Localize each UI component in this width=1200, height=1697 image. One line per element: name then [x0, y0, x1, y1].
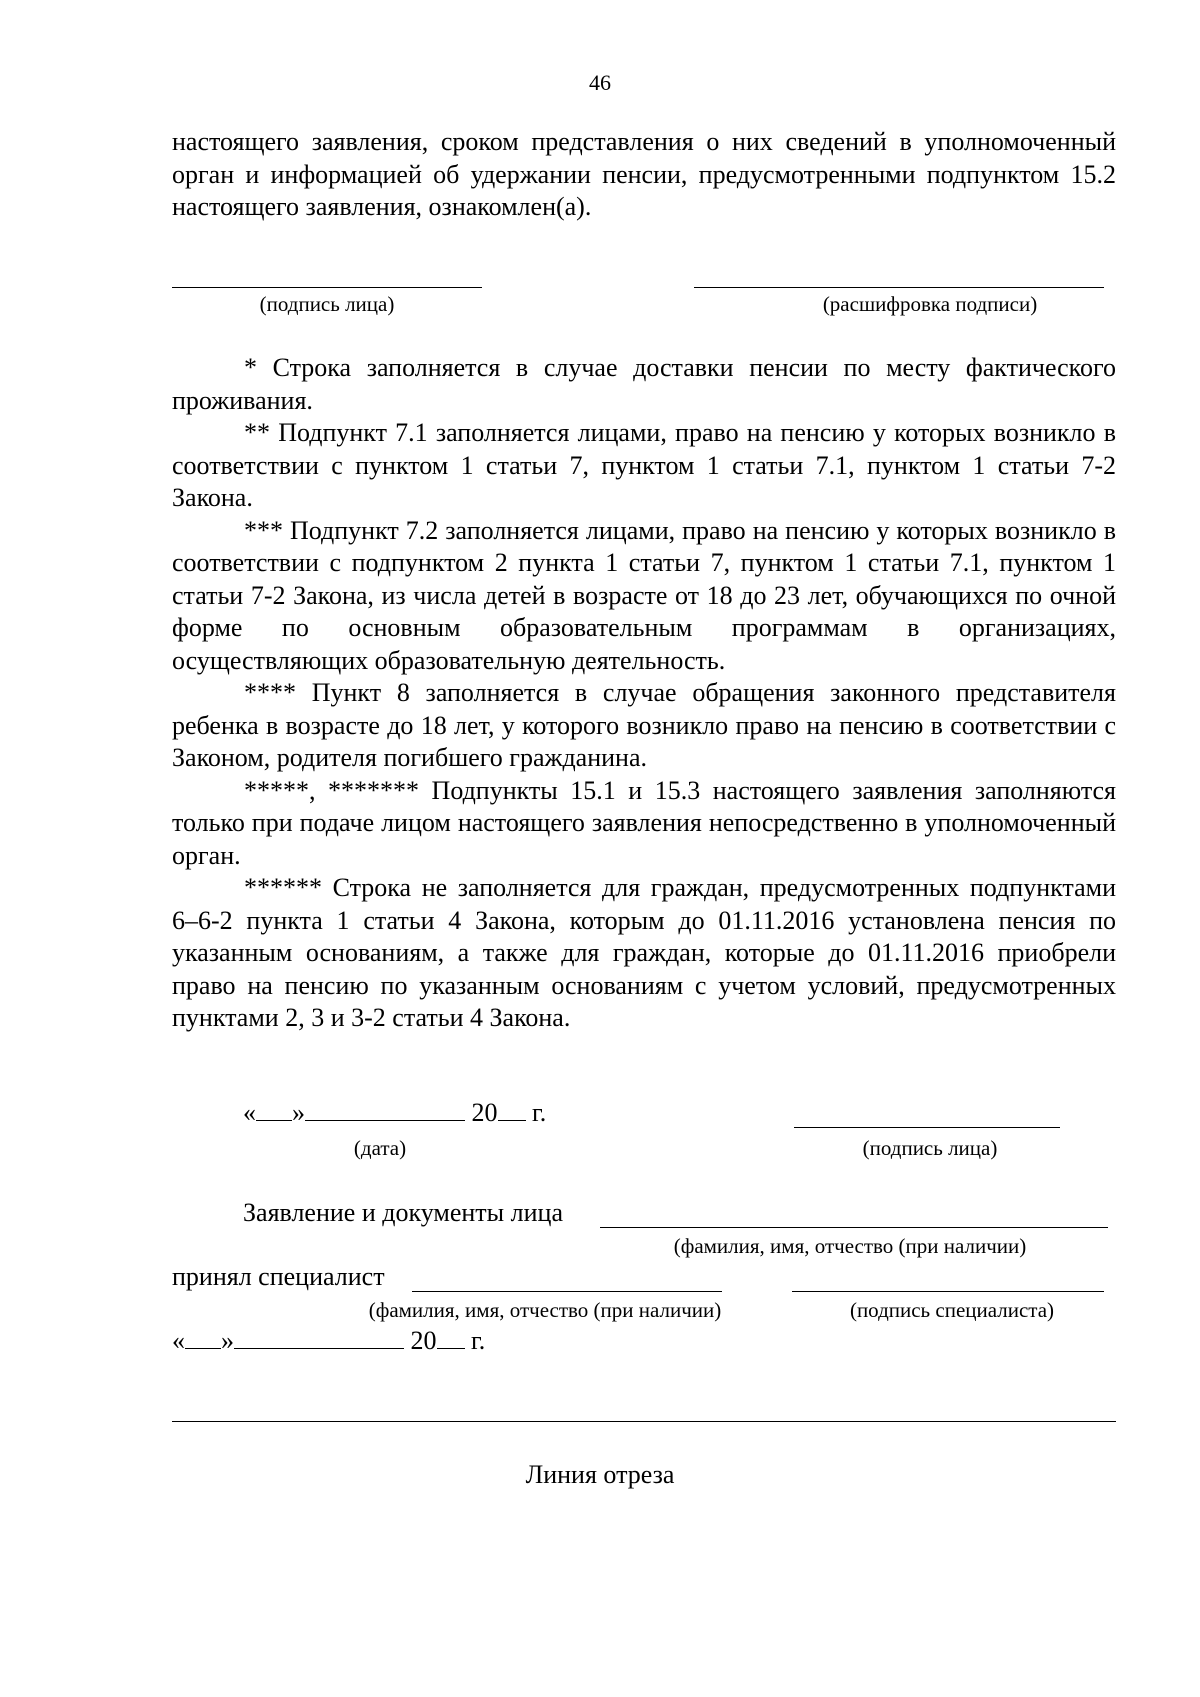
year-prefix: 20 [471, 1098, 498, 1127]
footnote-2: ** Подпункт 7.1 заполняется лицами, право на пенсию у которых возникло в соответствии с пунктом 1 статьи 7, пунктом 1 статьи 7.1, пунктом 1 статьи 7-2 Закона. [172, 418, 1116, 512]
date-open-quote: « [243, 1098, 256, 1127]
specialist-name-caption: (фамилия, имя, отчество (при наличии) [368, 1298, 722, 1322]
acceptance-date-field [172, 1326, 485, 1356]
specialist-label: принял специалист [172, 1262, 385, 1291]
footnotes-block [172, 352, 1116, 1035]
date-caption: (дата) [353, 1136, 407, 1160]
acceptance-month-blank[interactable] [234, 1347, 404, 1349]
signature-caption: (подпись лица) [259, 292, 395, 316]
month-blank[interactable] [305, 1119, 465, 1121]
documents-label: Заявление и документы лица [243, 1198, 563, 1227]
specialist-row [172, 1262, 385, 1292]
documents-row [243, 1198, 563, 1228]
acceptance-year-suffix: г. [471, 1326, 486, 1355]
acceptance-day-blank[interactable] [185, 1347, 221, 1349]
specialist-name-line[interactable] [412, 1291, 722, 1292]
footnote-5: *****, ******* Подпункты 15.1 и 15.3 настоящего заявления заполняются только при подаче лицом настоящего заявления непосредственно в уполномоченный орган. [172, 775, 1116, 870]
footnote-1: * Строка заполняется в случае доставки пенсии по месту фактического проживания. [172, 353, 1116, 415]
person-name-caption: (фамилия, имя, отчество (при наличии) [673, 1234, 1027, 1258]
footnote-4: **** Пункт 8 заполняется в случае обращения законного представителя ребенка в возрасте до 18 лет, у которого возникло право на пенсию в соответствии с Законом, родителя погибшего гражданина. [172, 678, 1116, 772]
applicant-signature-line[interactable] [794, 1127, 1060, 1128]
footnote-6: ****** Строка не заполняется для граждан, предусмотренных подпунктами 6–6-2 пункта 1 статьи 4 Закона, которым до 01.11.2016 установлена пенсия по указанным основаниям, а также для граждан, которые до 01.11.2016 приобрели право на пенсию по указанным основаниям с учетом условий, предусмотренных пунктами 2, 3 и 3-2 статьи 4 Закона. [172, 873, 1116, 1032]
specialist-signature-line[interactable] [792, 1291, 1104, 1292]
acceptance-year-prefix: 20 [410, 1326, 437, 1355]
acceptance-date-close-quote: » [221, 1326, 234, 1355]
date-field [243, 1098, 546, 1128]
signature-line[interactable] [172, 287, 482, 288]
day-blank[interactable] [256, 1119, 292, 1121]
cut-line [172, 1421, 1116, 1422]
person-name-line[interactable] [600, 1227, 1108, 1228]
acceptance-date-open-quote: « [172, 1326, 185, 1355]
specialist-signature-caption: (подпись специалиста) [849, 1298, 1055, 1322]
footnote-3: *** Подпункт 7.2 заполняется лицами, право на пенсию у которых возникло в соответствии с подпунктом 2 пункта 1 статьи 7, пунктом 1 статьи 7.1, пунктом 1 статьи 7-2 Закона, из числа детей в возрасте от 18 до 23 лет, обучающихся по очной форме по основным образовательным программам в организациях, осуществляющих образовательную деятельность. [172, 515, 1116, 675]
cut-line-label: Линия отреза [525, 1460, 675, 1489]
intro-paragraph: настоящего заявления, сроком представления о них сведений в уполномоченный орган и информацией об удержании пенсии, предусмотренными подпунктом 15.2 настоящего заявления, ознакомлен(а). [172, 127, 1116, 221]
date-close-quote: » [292, 1098, 305, 1127]
acceptance-year-blank[interactable] [437, 1347, 465, 1349]
intro-block [172, 126, 1116, 224]
year-blank[interactable] [498, 1119, 526, 1121]
signature-decoding-line[interactable] [694, 287, 1104, 288]
signature-decoding-caption: (расшифровка подписи) [822, 292, 1038, 316]
year-suffix: г. [532, 1098, 547, 1127]
page-number: 46 [589, 70, 611, 95]
applicant-signature-caption: (подпись лица) [862, 1136, 998, 1160]
